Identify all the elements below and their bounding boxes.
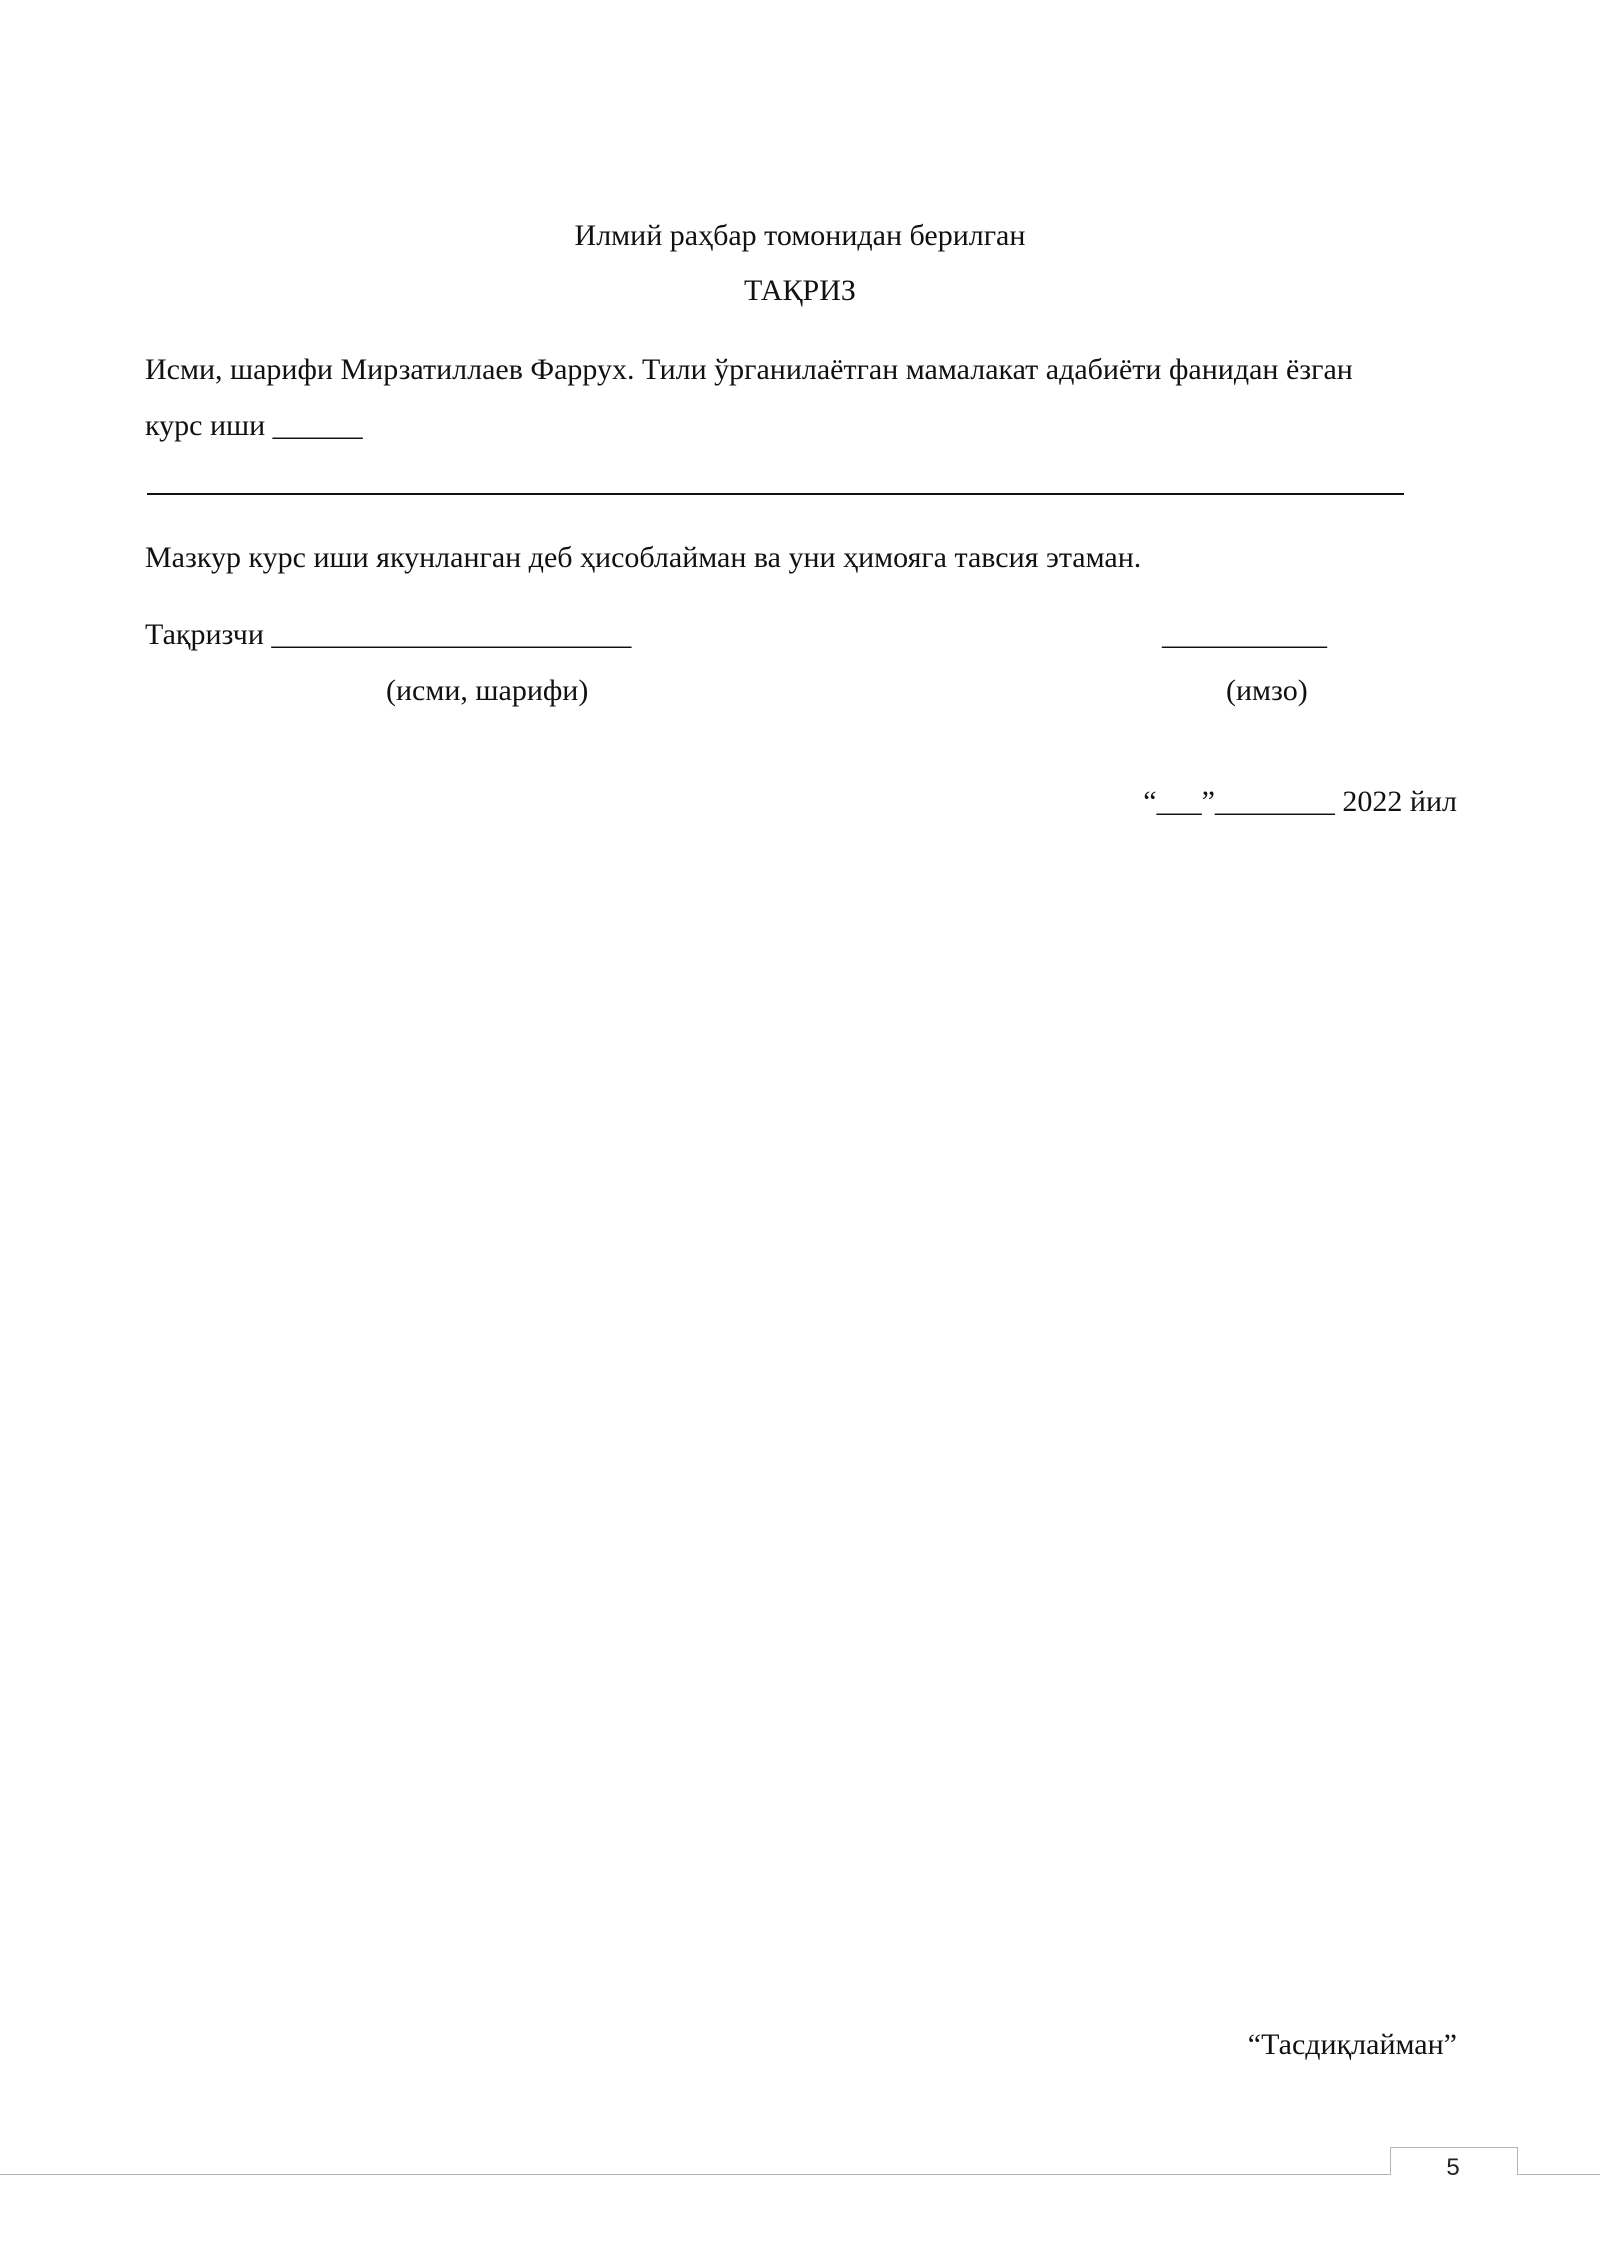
footer-divider-left bbox=[0, 2174, 1390, 2175]
reviewer-label: Тақризчи ________________________ bbox=[145, 618, 632, 651]
student-info-line2: курс иши ______ bbox=[145, 409, 363, 442]
signature-caption: (имзо) bbox=[1226, 674, 1308, 707]
heading-title: ТАҚРИЗ bbox=[744, 274, 856, 307]
recommendation-text: Мазкур курс иши якунланган деб ҳисоблайман ва уни ҳимояга тавсия этаман. bbox=[145, 541, 1142, 574]
page-number: 5 bbox=[1446, 2154, 1460, 2181]
approval-mark: “Тасдиқлайман” bbox=[1247, 2028, 1457, 2061]
signature-blank: ___________ bbox=[1162, 618, 1327, 651]
blank-fill-line bbox=[147, 493, 1404, 495]
footer-divider-right bbox=[1516, 2174, 1600, 2175]
name-caption: (исми, шарифи) bbox=[386, 674, 589, 707]
heading-subtitle: Илмий раҳбар томонидан берилган bbox=[574, 219, 1026, 252]
date-line: “___”________ 2022 йил bbox=[1143, 785, 1457, 818]
student-info-line1: Исми, шарифи Мирзатиллаев Фаррух. Тили ўрганилаётган мамалакат адабиёти фанидан ёзган bbox=[145, 353, 1353, 386]
